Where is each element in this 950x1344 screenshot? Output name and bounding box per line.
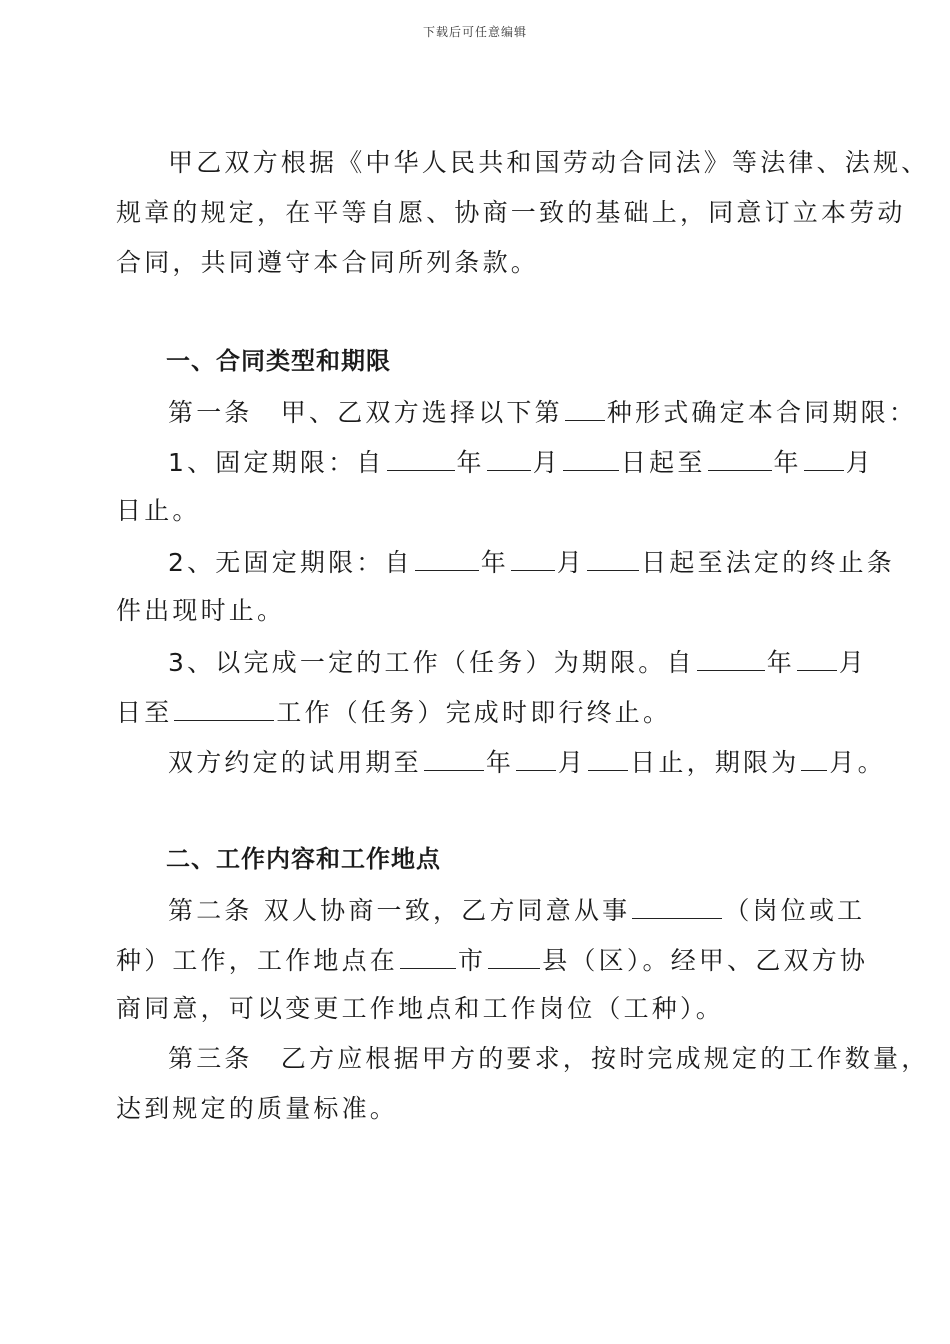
blank-field[interactable] — [587, 544, 639, 571]
blank-field[interactable] — [516, 744, 556, 771]
blank-field[interactable] — [801, 744, 827, 771]
blank-field[interactable] — [632, 892, 722, 919]
intro-line-3: 合同，共同遵守本合同所列条款。 — [116, 248, 540, 277]
blank-field[interactable] — [174, 694, 274, 721]
option-2: 2、无固定期限：自 年 月 日起至法定的终止条 — [168, 544, 895, 580]
trial-period: 双方约定的试用期至 年 月 日止，期限为 月。 — [168, 744, 886, 780]
article-2-line-3: 商同意，可以变更工作地点和工作岗位（工种）。 — [116, 994, 724, 1023]
intro-line-1: 甲乙双方根据《中华人民共和国劳动合同法》等法律、法规、 — [168, 148, 930, 177]
blank-field[interactable] — [487, 444, 531, 471]
option-3: 3、以完成一定的工作（任务）为期限。自 年 月 — [168, 644, 867, 680]
blank-field[interactable] — [387, 444, 455, 471]
blank-field[interactable] — [488, 942, 540, 969]
blank-field[interactable] — [797, 644, 837, 671]
article-2-line-1: 第二条 双人协商一致，乙方同意从事 （岗位或工 — [168, 892, 865, 928]
blank-field[interactable] — [697, 644, 765, 671]
intro-line-2: 规章的规定，在平等自愿、协商一致的基础上，同意订立本劳动 — [116, 198, 906, 227]
article-3-line-1: 第三条 乙方应根据甲方的要求，按时完成规定的工作数量， — [168, 1044, 930, 1073]
blank-field[interactable] — [415, 544, 479, 571]
section-heading: 二、工作内容和工作地点 — [166, 845, 441, 873]
option-2-end: 件出现时止。 — [116, 596, 286, 625]
blank-field[interactable] — [511, 544, 555, 571]
page-header: 下载后可任意编辑 — [422, 25, 527, 39]
option-1: 1、固定期限：自 年 月 日起至 年 月 — [168, 444, 874, 480]
blank-field[interactable] — [588, 744, 628, 771]
blank-field[interactable] — [400, 942, 456, 969]
blank-field[interactable] — [565, 394, 605, 421]
article-1: 第一条 甲、乙双方选择以下第 种形式确定本合同期限： — [168, 394, 917, 430]
blank-field[interactable] — [708, 444, 772, 471]
blank-field[interactable] — [424, 744, 484, 771]
section-heading: 一、合同类型和期限 — [166, 347, 391, 375]
article-2-line-2: 种）工作，工作地点在 市 县（区）。经甲、乙双方协 — [116, 942, 868, 978]
blank-field[interactable] — [563, 444, 619, 471]
option-1-end: 日止。 — [116, 496, 201, 525]
article-3-line-2: 达到规定的质量标准。 — [116, 1094, 399, 1123]
blank-field[interactable] — [804, 444, 844, 471]
option-3-end: 日至 工作（任务）完成时即行终止。 — [116, 694, 671, 730]
